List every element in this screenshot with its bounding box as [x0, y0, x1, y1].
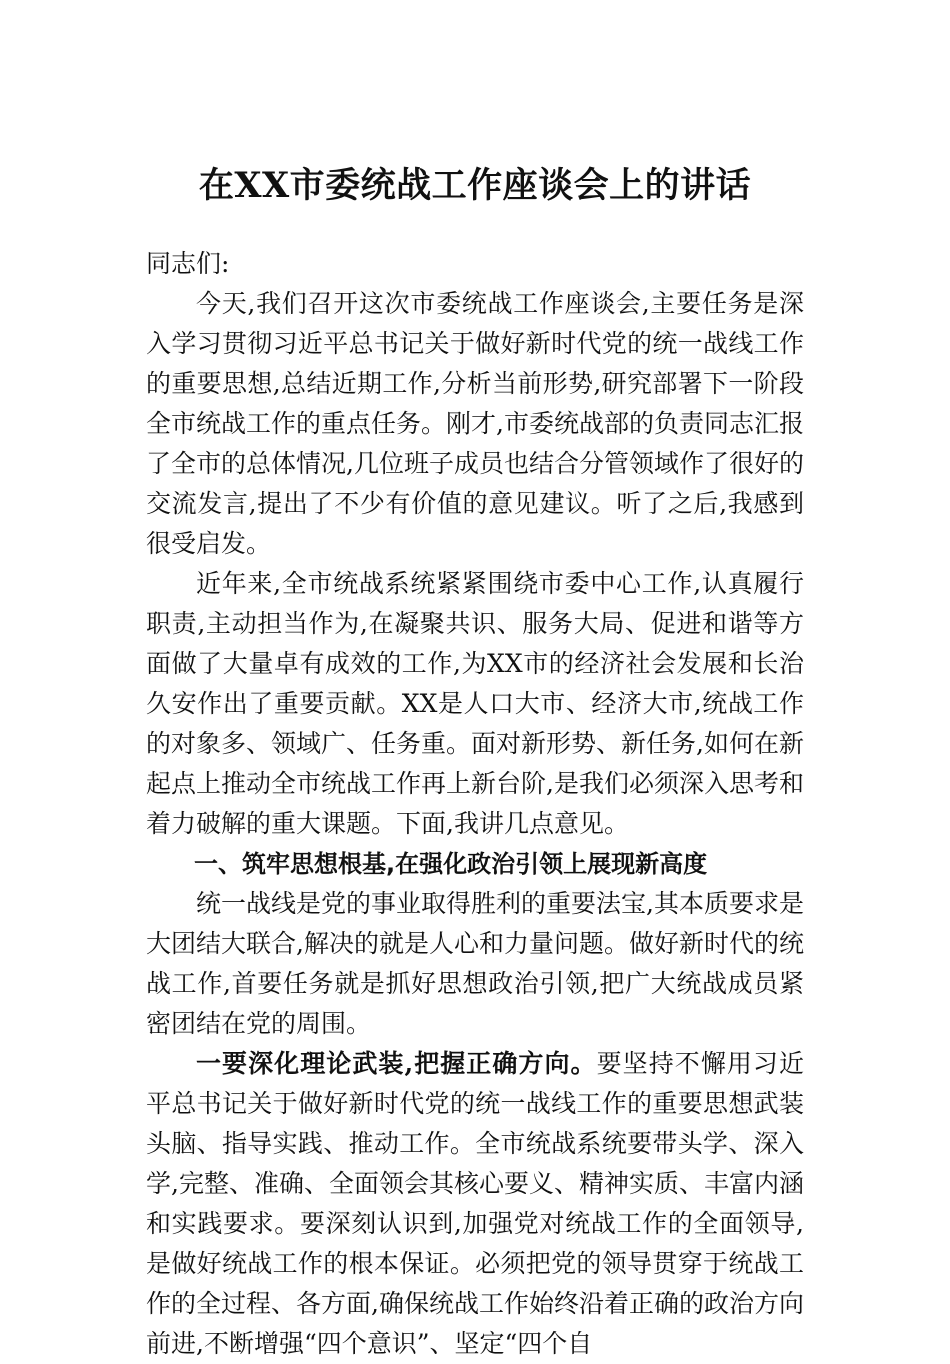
document-body [146, 244, 804, 1364]
point-1-lead: 一要深化理论武装,把握正确方向。 [196, 1049, 597, 1078]
paragraph-review: 近年来,全市统战系统紧紧围绕市委中心工作,认真履行职责,主动担当作为,在凝聚共识、服务大局、促进和谐等方面做了大量卓有成效的工作,为XX市的经济社会发展和长治久安作出了重要贡献。XX是人口大市、经济大市,统战工作的对象多、领域广、任务重。面对新形势、新任务,如何在新起点上推动全市统战工作再上新台阶,是我们必须深入思考和着力破解的重大课题。下面,我讲几点意见。 [146, 569, 804, 838]
paragraph-opening: 今天,我们召开这次市委统战工作座谈会,主要任务是深入学习贯彻习近平总书记关于做好新时代党的统一战线工作的重要思想,总结近期工作,分析当前形势,研究部署下一阶段全市统战工作的重点任务。刚才,市委统战部的负责同志汇报了全市的总体情况,几位班子成员也结合分管领域作了很好的交流发言,提出了不少有价值的意见建议。听了之后,我感到很受启发。 [146, 289, 804, 558]
point-1-body: 要坚持不懈用习近平总书记关于做好新时代党的统一战线工作的重要思想武装头脑、指导实践、推动工作。全市统战系统要带头学、深入学,完整、准确、全面领会其核心要义、精神实质、丰富内涵和实践要求。要深刻认识到,加强党对统战工作的全面领导,是做好统战工作的根本保证。必须把党的领导贯穿于统战工作的全过程、各方面,确保统战工作始终沿着正确的政治方向前进,不断增强“四个意识”、坚定“四个自 [146, 1049, 804, 1358]
paragraph-section-intro: 统一战线是党的事业取得胜利的重要法宝,其本质要求是大团结大联合,解决的就是人心和力量问题。做好新时代的统战工作,首要任务就是抓好思想政治引领,把广大统战成员紧密团结在党的周围。 [146, 889, 804, 1038]
section-heading-1: 一、筑牢思想根基,在强化政治引领上展现新高度 [194, 850, 708, 878]
paragraph-point-1 [146, 1044, 804, 1364]
salutation: 同志们: [146, 249, 230, 278]
document-title: 在XX市委统战工作座谈会上的讲话 [198, 165, 752, 206]
